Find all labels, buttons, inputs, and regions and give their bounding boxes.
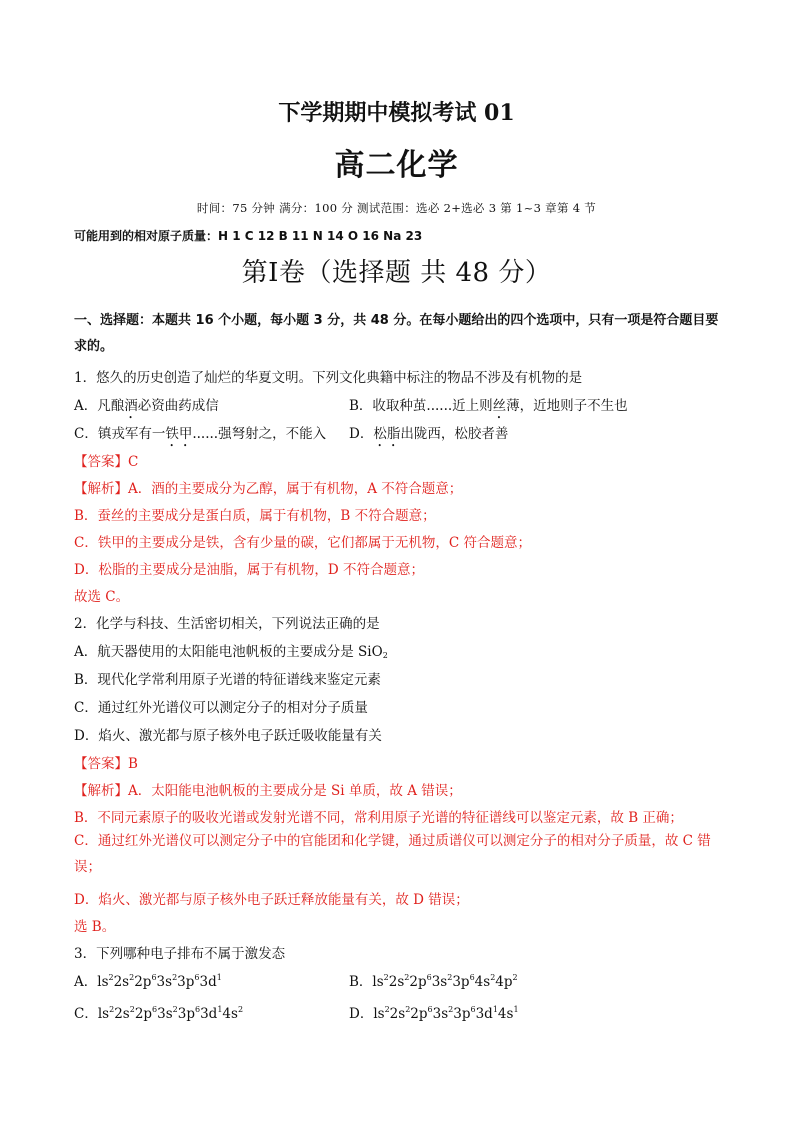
orbital-label: 3d xyxy=(199,974,217,990)
electron-count: 2 xyxy=(490,973,496,982)
q2-analysis-b: B．不同元素原子的吸收光谱或发射光谱不同，常利用原子光谱的特征谱线可以鉴定元素，故 B 正确； xyxy=(74,810,683,826)
q1-analysis-d: D．松脂的主要成分是油脂，属于有机物，D 不符合题意； xyxy=(74,562,424,578)
orbital-label: 3s xyxy=(431,974,448,990)
subject-title: 高二化学 xyxy=(334,148,459,183)
electron-count: 6 xyxy=(469,973,475,982)
electron-count: 2 xyxy=(172,1005,178,1014)
orbital-label: 3p xyxy=(452,974,470,990)
electron-count: 1 xyxy=(513,1005,519,1014)
electron-count: 6 xyxy=(470,1005,476,1014)
q2-option-b: B．现代化学常利用原子光谱的特征谱线来鉴定元素 xyxy=(74,672,381,688)
q1-stem: 1．悠久的历史创造了灿烂的华夏文明。下列文化典籍中标注的物品不涉及有机物的是 xyxy=(74,370,583,386)
q2-option-d: D．焰火、激光都与原子核外电子跃迁吸收能量有关 xyxy=(74,728,382,744)
electron-count: 6 xyxy=(152,1005,158,1014)
orbital-label: 3p xyxy=(177,1006,195,1022)
q2-option-a: A．航天器使用的太阳能电池帆板的主要成分是 SiO$_2$ xyxy=(74,644,388,660)
orbital-label: ls xyxy=(372,974,384,990)
electron-count: 6 xyxy=(151,973,157,982)
q2-analysis-d: D．焰火、激光都与原子核外电子跃迁释放能量有关，故 D 错误； xyxy=(74,892,469,908)
q1-answer: 【答案】C xyxy=(74,454,139,470)
orbital-label: ls xyxy=(97,1006,110,1022)
electron-config-b xyxy=(372,974,517,990)
orbital-label: 3s xyxy=(157,1006,173,1022)
orbital-label: 2p xyxy=(134,1006,153,1022)
orbital-label: 2p xyxy=(410,1006,428,1022)
q3-option-a: A．$ls^22s^22p^63s^23p^63d^1$ xyxy=(74,973,222,990)
part-title: 第I卷（选择题 共 48 分） xyxy=(241,258,552,288)
orbital-label: 4s xyxy=(222,1006,238,1022)
q1-option-b: B．收取种茧......近上则丝薄，近地则子不生也 xyxy=(349,398,628,414)
orbital-label: 3s xyxy=(156,974,173,990)
electron-count: 2 xyxy=(129,1005,135,1014)
orbital-label: 3s xyxy=(432,1006,449,1022)
exam-title: 下学期期中模拟考试 01 xyxy=(278,100,515,126)
q2-analysis-c: C．通过红外光谱仪可以测定分子中的官能团和化学键，通过质谱仪可以测定分子的相对分子质量，故 C 错误； xyxy=(74,833,711,875)
q1-option-d: D．松脂出陇西，松胶者善 xyxy=(349,426,509,442)
q2-answer: 【答案】B xyxy=(74,756,138,772)
electron-count: 2 xyxy=(512,973,518,982)
exam-meta: 时间：75 分钟 满分：100 分 测试范围：选必 2+选必 3 第 1~3 章第 4 节 xyxy=(196,201,597,215)
electron-count: 1 xyxy=(216,973,222,982)
electron-count: 6 xyxy=(194,973,200,982)
q1-option-c: C．镇戎军有一铁甲......强弩射之，不能入 xyxy=(74,426,327,442)
q2-option-c: C．通过红外光谱仪可以测定分子的相对分子质量 xyxy=(74,700,368,716)
atomic-masses: 可能用到的相对原子质量：H 1 C 12 B 11 N 14 O 16 Na 23 xyxy=(74,229,423,243)
electron-count: 2 xyxy=(172,973,178,982)
orbital-label: 3d xyxy=(200,1006,218,1022)
electron-count: 1 xyxy=(492,1005,498,1014)
q1-conclusion: 故选 C。 xyxy=(74,589,130,605)
electron-count: 2 xyxy=(129,973,135,982)
electron-count: 6 xyxy=(426,973,432,982)
electron-count: 2 xyxy=(383,973,389,982)
q3-stem: 3．下列哪种电子排布不属于激发态 xyxy=(74,946,286,962)
q3-option-d: D．$ls^22s^22p^63s^23p^63d^14s^1$ xyxy=(349,1005,519,1022)
orbital-label: 2p xyxy=(134,974,152,990)
q1-option-a: A．凡酿酒必资曲药成信 xyxy=(74,398,219,414)
q2-analysis-a: 【解析】A．太阳能电池帆板的主要成分是 Si 单质，故 A 错误； xyxy=(74,783,462,799)
electron-count: 6 xyxy=(427,1005,433,1014)
electron-config-a xyxy=(97,974,222,990)
q2-stem: 2．化学与科技、生活密切相关，下列说法正确的是 xyxy=(74,616,380,632)
electron-count: 2 xyxy=(404,973,410,982)
orbital-label: 4s xyxy=(474,974,491,990)
orbital-label: 2s xyxy=(114,1006,130,1022)
electron-config-d xyxy=(373,1006,518,1022)
q3-option-c: C．$ls^22s^22p^63s^23p^63d^14s^2$ xyxy=(74,1005,244,1022)
electron-count: 1 xyxy=(217,1005,223,1014)
orbital-label: ls xyxy=(373,1006,385,1022)
electron-count: 2 xyxy=(108,973,114,982)
electron-count: 2 xyxy=(384,1005,390,1014)
section-intro: 一、选择题：本题共 16 个小题，每小题 3 分，共 48 分。在每小题给出的四个选项中，只有一项是符合题目要求的。 xyxy=(74,313,719,354)
orbital-label: 2s xyxy=(389,1006,406,1022)
orbital-label: 2p xyxy=(409,974,427,990)
q1-analysis-b: B．蚕丝的主要成分是蛋白质，属于有机物，B 不符合题意； xyxy=(74,508,436,524)
electron-count: 2 xyxy=(448,1005,454,1014)
q3-option-b: B．$ls^22s^22p^63s^23p^64s^24p^2$ xyxy=(349,973,518,990)
orbital-label: 2s xyxy=(113,974,130,990)
orbital-label: 3d xyxy=(475,1006,493,1022)
electron-count: 6 xyxy=(195,1005,201,1014)
orbital-label: 3p xyxy=(453,1006,471,1022)
electron-count: 2 xyxy=(447,973,453,982)
orbital-label: 4p xyxy=(495,974,513,990)
orbital-label: 2s xyxy=(388,974,405,990)
electron-config-c xyxy=(98,1006,243,1022)
orbital-label: ls xyxy=(97,974,109,990)
q1-analysis-c: C．铁甲的主要成分是铁，含有少量的碳，它们都属于无机物，C 符合题意； xyxy=(74,535,531,551)
electron-count: 2 xyxy=(237,1005,244,1014)
q2-conclusion: 选 B。 xyxy=(74,919,116,935)
orbital-label: 4s xyxy=(497,1006,514,1022)
electron-count: 2 xyxy=(405,1005,411,1014)
orbital-label: 3p xyxy=(177,974,195,990)
q1-analysis-a: 【解析】A．酒的主要成分为乙醇，属于有机物，A 不符合题意； xyxy=(74,481,463,497)
electron-count: 2 xyxy=(109,1005,115,1014)
